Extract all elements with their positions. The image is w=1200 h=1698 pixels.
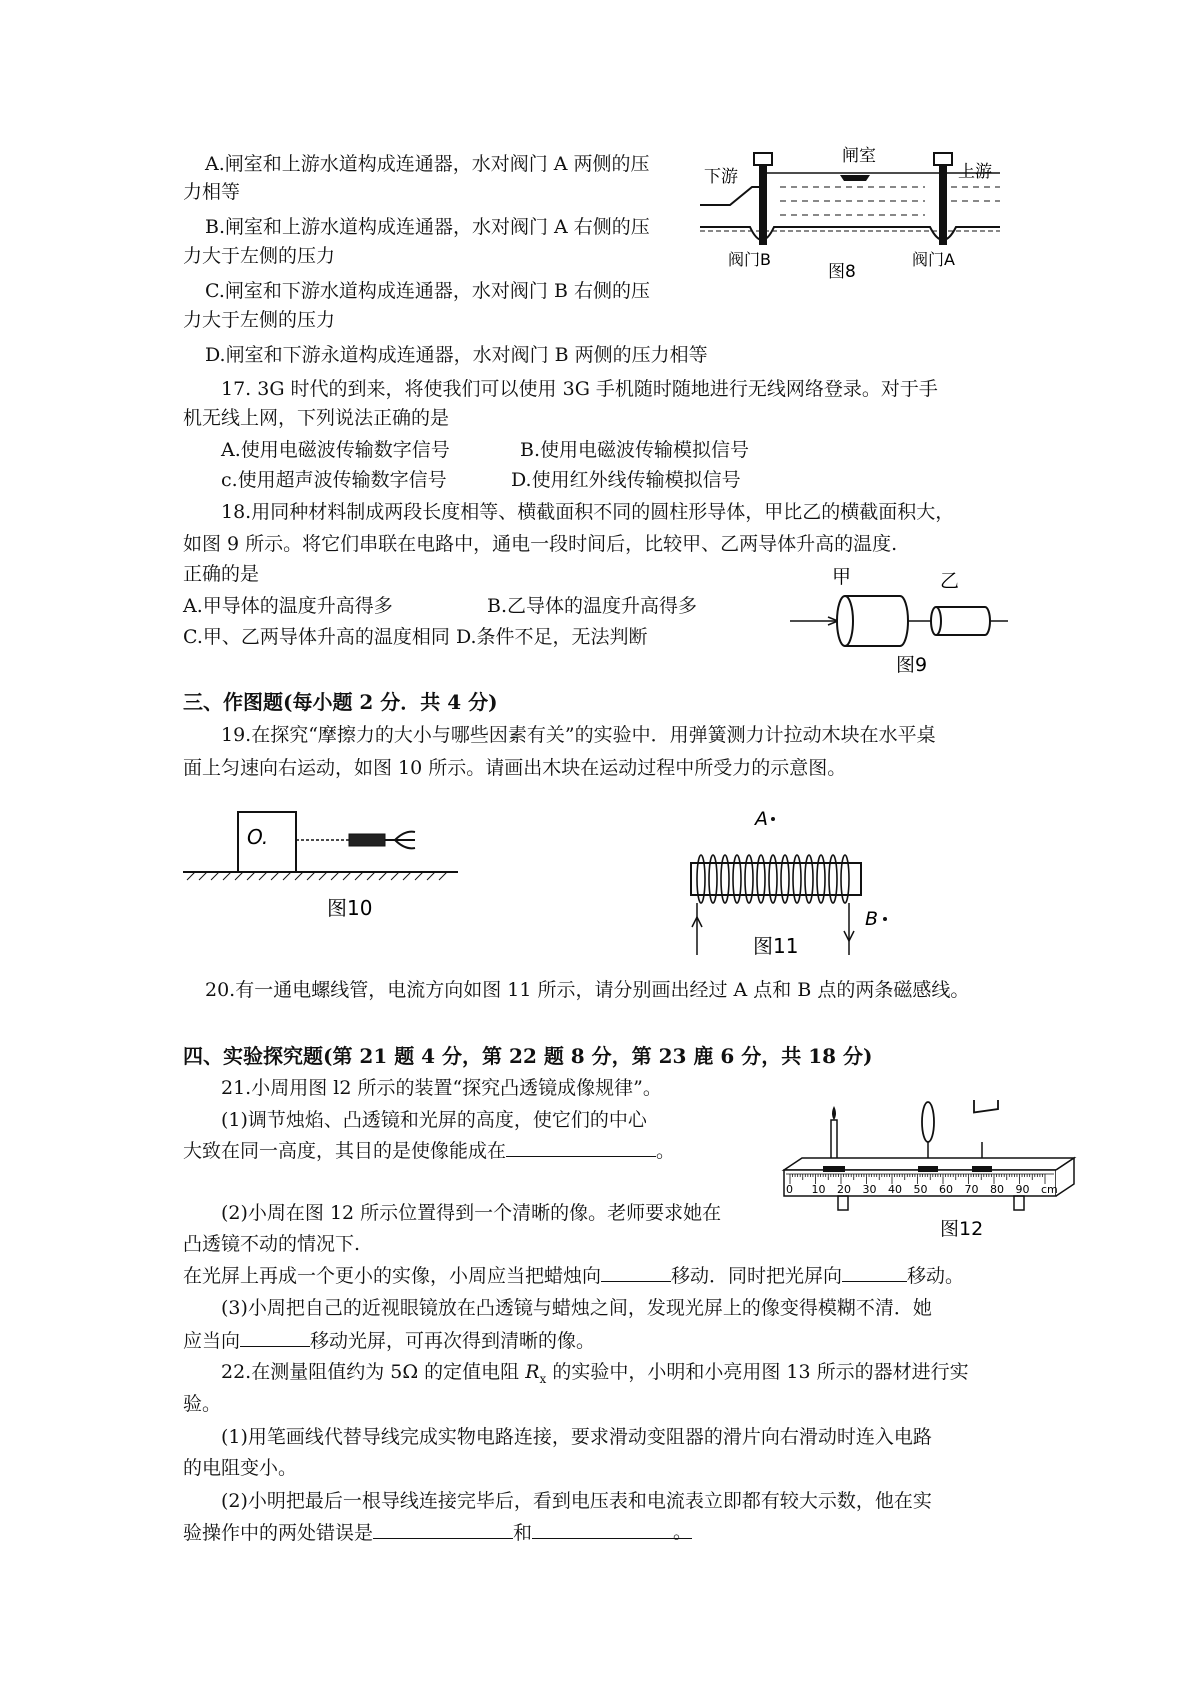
fig8-label-upstream: 上游 [958,162,992,182]
fig11-caption: 图11 [753,934,799,958]
q21-part2-line1: (2)小周在图 12 所示位置得到一个清晰的像。老师要求她在 [221,1202,722,1224]
q21-part1-line1: (1)调节烛焰、凸透镜和光屏的高度，使它们的中心 [221,1109,647,1131]
fig12-tick-label: 60 [939,1183,953,1196]
q21-part3-line2: 应当向 移动光屏，可再次得到清晰的像。 [183,1326,595,1355]
answer-blank-image-location[interactable] [506,1136,656,1157]
q16-option-c-line2: 力大于左侧的压力 [183,309,336,331]
fig12-tick-label: 40 [888,1183,902,1196]
fig8-label-valve-a: 阀门A [912,250,955,269]
answer-blank-screen-move[interactable] [240,1326,310,1347]
q16-option-a-line2: 力相等 [183,181,241,203]
fig12-tick-label: 10 [811,1183,826,1196]
fig12-tick-label: 80 [990,1183,1004,1196]
q21-part1-line2: 大致在同一高度，其目的是使像能成在 。 [183,1136,675,1165]
q21-part3-line1: (3)小周把自己的近视眼镜放在凸透镜与蜡烛之间，发现光屏上的像变得模糊不清．她 [221,1297,932,1319]
answer-blank-error-1[interactable] [373,1518,513,1539]
fig12-tick-label: 90 [1015,1183,1030,1196]
figure-9-conductors [790,565,1010,675]
fig10-label-o: O. [247,825,269,849]
q22-part1-line1: (1)用笔画线代替导线完成实物电路连接，要求滑动变阻器的滑片向右滑动时连入电路 [221,1426,932,1448]
fig12-tick-label: 0 [786,1183,793,1196]
fig12-caption: 图12 [940,1218,984,1240]
q20-stem: 20.有一通电螺线管，电流方向如图 11 所示，请分别画出经过 A 点和 B 点的两条磁感线。 [205,979,970,1001]
q22-stem-line2: 验。 [183,1393,222,1415]
answer-blank-screen-direction[interactable] [842,1261,907,1282]
q18-stem-line2: 如图 9 所示。将它们串联在电路中，通电一段时间后，比较甲、乙两导体升高的温度. [183,533,898,555]
q21-part2-line3: 在光屏上再成一个更小的实像，小周应当把蜡烛向 移动．同时把光屏向 移动。 [183,1261,964,1290]
lens-icon [922,1102,934,1142]
fig8-caption: 图8 [828,262,856,282]
q18-option-c-d: C.甲、乙两导体升高的温度相同 D.条件不足，无法判断 [183,626,648,648]
answer-blank-error-2[interactable]: 。 [532,1518,692,1539]
fig10-caption: 图10 [327,896,373,920]
screen-icon [974,1100,998,1112]
figure-12-optical-bench [778,1100,1078,1240]
q16-option-d: D.闸室和下游永道构成连通器，水对阀门 B 两侧的压力相等 [205,344,708,366]
q22-part2-line1: (2)小明把最后一根导线连接完毕后，看到电压表和电流表立即都有较大示数，他在实 [221,1490,932,1512]
fig9-caption: 图9 [896,654,928,675]
fig11-label-b: B [865,908,879,930]
fig8-label-chamber: 闸室 [842,146,876,166]
fig12-tick-label: 50 [913,1183,928,1196]
q16-option-a-line1: A.闸室和上游水道构成连通器，水对阀门 A 两侧的压 [205,153,650,175]
q17-stem-line2: 机无线上网，下列说法正确的是 [183,407,450,429]
q19-stem-line1: 19.在探究“摩擦力的大小与哪些因素有关”的实验中．用弹簧测力计拉动木块在水平桌 [221,724,936,746]
fig8-label-valve-b: 阀门B [728,250,771,269]
q16-option-b-line1: B.闸室和上游水道构成连通器，水对阀门 A 右侧的压 [205,216,650,238]
q19-stem-line2: 面上匀速向右运动，如图 10 所示。请画出木块在运动过程中所受力的示意图。 [183,757,847,779]
q17-option-b: B.使用电磁波传输模拟信号 [520,439,750,461]
fig9-label-yi: 乙 [940,570,960,592]
fig12-tick-label: 30 [862,1183,877,1196]
fig12-tick-label: 20 [837,1183,851,1196]
fig12-tick-label: cm [1041,1183,1058,1196]
q18-stem-line1: 18.用同种材料制成两段长度相等、横截面积不同的圆柱形导体，甲比乙的横截面积大， [221,501,955,523]
q16-option-b-line2: 力大于左侧的压力 [183,245,336,267]
q22-stem-line1: 22.在测量阻值约为 5Ω 的定值电阻 $R_x$ 的实验中，小明和小亮用图 13 所示的器材进行实 [221,1361,969,1386]
q16-option-c-line1: C.闸室和下游水道构成连通器，水对阀门 B 右侧的压 [205,280,650,302]
q18-stem-line3: 正确的是 [183,563,260,585]
figure-11-solenoid [685,805,905,965]
q18-option-b: B.乙导体的温度升高得多 [487,595,698,617]
fig12-tick-label: 70 [964,1183,979,1196]
q18-option-a: A.甲导体的温度升高得多 [183,595,393,617]
section-3-heading: 三、作图题(每小题 2 分．共 4 分) [183,690,498,714]
q21-stem: 21.小周用图 l2 所示的装置“探究凸透镜成像规律”。 [221,1077,662,1099]
fig11-label-a: A [755,808,768,830]
q17-option-d: D.使用红外线传输模拟信号 [511,469,741,491]
section-4-heading: 四、实验探究题(第 21 题 4 分，第 22 题 8 分，第 23 鹿 6 分，共 18 分) [183,1044,873,1068]
fig8-label-downstream: 下游 [704,167,738,187]
q17-stem-line1: 17. 3G 时代的到来，将使我们可以使用 3G 手机随时随地进行无线网络登录。对于手 [221,378,938,400]
q21-part2-line2: 凸透镜不动的情况下. [183,1233,361,1255]
figure-8-ship-lock [700,135,1000,285]
fig9-label-jia: 甲 [832,566,852,588]
answer-blank-candle-direction[interactable] [601,1261,671,1282]
q17-option-a: A.使用电磁波传输数字信号 [221,439,450,461]
q22-part1-line2: 的电阻变小。 [183,1457,298,1479]
figure-10-block-spring-scale [183,810,463,925]
q22-part2-line2: 验操作中的两处错误是 和 。 [183,1518,692,1547]
q17-option-c: c.使用超声波传输数字信号 [221,469,447,491]
